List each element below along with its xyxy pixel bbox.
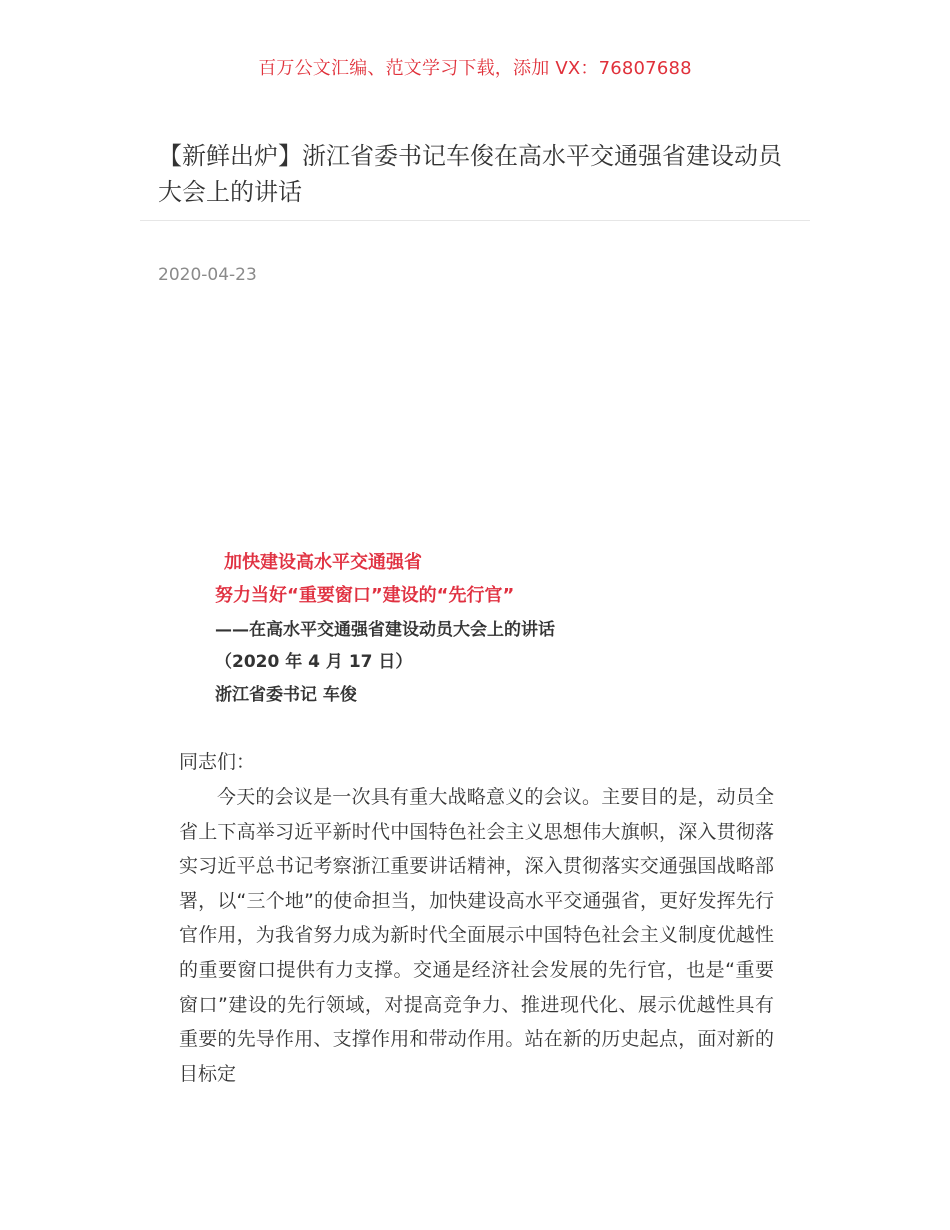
publish-date: 2020-04-23	[158, 265, 257, 285]
title-divider	[140, 220, 810, 221]
salutation: 同志们：	[179, 751, 256, 773]
speech-subtitle: ——在高水平交通强省建设动员大会上的讲话	[215, 620, 555, 640]
speaker-name: 浙江省委书记 车俊	[215, 685, 357, 705]
speech-date: （2020 年 4 月 17 日）	[215, 652, 413, 672]
body-paragraph: 今天的会议是一次具有重大战略意义的会议。主要目的是，动员全省上下高举习近平新时代中国特色社会主义思想伟大旗帜，深入贯彻落实习近平总书记考察浙江重要讲话精神，深入贯彻落实交通强国战略部署，以“三个地”的使命担当，加快建设高水平交通强省，更好发挥先行官作用，为我省努力成为新时代全面展示中国特色社会主义制度优越性的重要窗口提供有力支撑。交通是经济社会发展的先行官，也是“重要窗口”建设的先行领域，对提高竞争力、推进现代化、展示优越性具有重要的先导作用、支撑作用和带动作用。站在新的历史起点，面对新的目标定	[179, 786, 774, 1085]
promo-banner: 百万公文汇编、范文学习下载，添加 VX：76807688	[258, 58, 692, 79]
speech-headline-2: 努力当好“重要窗口”建设的“先行官”	[215, 585, 515, 606]
speech-headline-1: 加快建设高水平交通强省	[224, 552, 422, 573]
article-title: 【新鲜出炉】浙江省委书记车俊在高水平交通强省建设动员大会上的讲话	[158, 142, 782, 206]
